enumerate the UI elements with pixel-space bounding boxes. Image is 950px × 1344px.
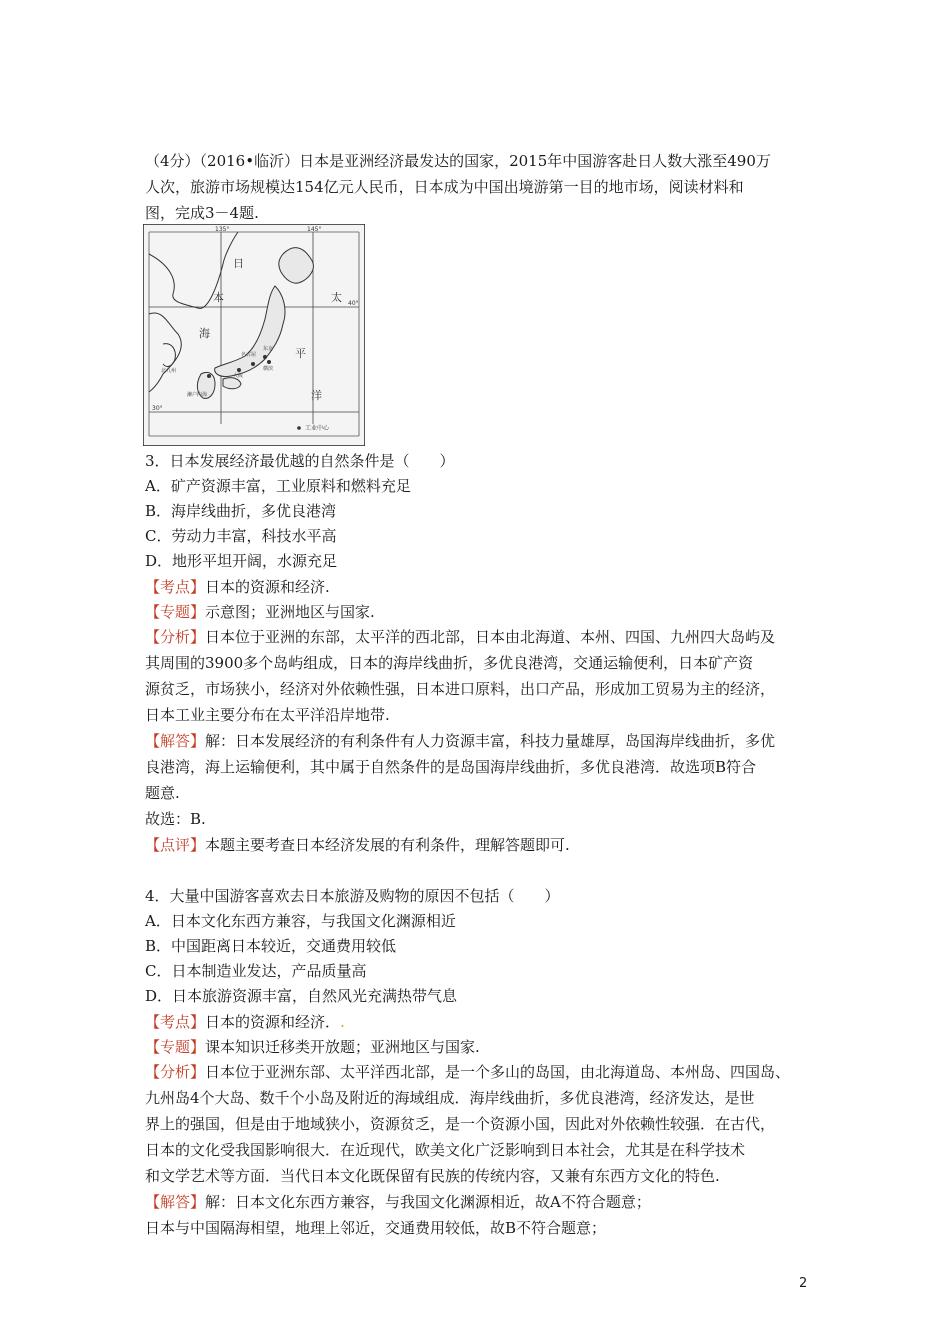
intro-line-2: 人次，旅游市场规模达154亿元人民币，日本成为中国出境游第一目的地市场，阅读材料和 (145, 178, 744, 196)
sea-label-ben: 本 (213, 291, 224, 304)
intro-line-1: （4分）（2016•临沂）日本是亚洲经济最发达的国家，2015年中国游客赴日人数大涨至490万 (145, 152, 771, 170)
q3-dianping-tag: 【点评】 (145, 836, 206, 854)
ocean-label-ping: 平 (295, 347, 306, 360)
q3-option-a: A．矿产资源丰富，工业原料和燃料充足 (145, 477, 411, 495)
q3-stem: 3．日本发展经济最优越的自然条件是（ ） (145, 452, 455, 470)
q4-fenxi-line-3: 界上的强国，但是由于地域狭小，资源贫乏，是一个资源小国，因此对外依赖性较强．在古代， (145, 1115, 776, 1133)
q3-option-d: D．地形平坦开阔，水源充足 (145, 552, 338, 570)
q3-kaodian (145, 576, 330, 598)
sea-label-hai: 海 (199, 327, 210, 340)
q4-option-b: B．中国距离日本较近，交通费用较低 (145, 937, 397, 955)
ocean-label-yang: 洋 (311, 389, 322, 402)
q4-jieda-text-1: 解：日本文化东西方兼容，与我国文化渊源相近，故A不符合题意； (205, 1193, 651, 1211)
q3-jieda-line-1 (145, 730, 775, 752)
industrial-center-dot (263, 355, 267, 359)
city-label-yokohama: 横滨 (263, 366, 274, 372)
q3-option-c: C．劳动力丰富，科技水平高 (145, 527, 337, 545)
map-frame (143, 224, 365, 446)
q4-jieda-line-1 (145, 1191, 651, 1213)
q4-option-c: C．日本制造业发达，产品质量高 (145, 962, 367, 980)
sea-label-ri: 日 (233, 257, 244, 270)
q3-option-b: B．海岸线曲折，多优良港湾 (145, 502, 337, 520)
q4-option-a: A．日本文化东西方兼容，与我国文化渊源相近 (145, 912, 456, 930)
q3-fenxi-line-3: 源贫乏，市场狭小，经济对外依赖性强，日本进口原料，出口产品，形成加工贸易为主的经济， (145, 680, 776, 698)
lon-label-135: 135° (215, 226, 230, 233)
q4-fenxi-text-1: 日本位于亚洲东部、太平洋西北部，是一个多山的岛国，由北海道岛、本州岛、四国岛、 (205, 1063, 791, 1081)
q3-zhuanti (145, 601, 375, 623)
city-label-tokyo: 东京 (263, 346, 274, 352)
city-label-osaka: 大阪 (233, 373, 244, 379)
city-label-nagoya: 名古屋 (241, 352, 257, 358)
q3-fenxi-line-4: 日本工业主要分布在太平洋沿岸地带. (145, 706, 390, 724)
q3-dianping-text: 本题主要考查日本经济发展的有利条件，理解答题即可. (205, 836, 570, 854)
q3-jieda-text-1: 解：日本发展经济的有利条件有人力资源丰富，科技力量雄厚，岛国海岸线曲折，多优 (205, 732, 776, 750)
label-setonaikai: 濑户内海 (187, 392, 208, 398)
q3-fenxi-text-1: 日本位于亚洲的东部，太平洋的西北部，日本由北海道、本州、四国、九州四大岛屿及 (205, 628, 776, 646)
q4-kaodian-dot: . (340, 1013, 345, 1031)
industrial-center-dot (267, 360, 271, 364)
lon-label-145: 145° (307, 226, 322, 233)
q4-zhuanti (145, 1036, 480, 1058)
industrial-center-dot (207, 374, 211, 378)
q4-kaodian (145, 1011, 345, 1033)
q3-jieda-tag: 【解答】 (145, 732, 206, 750)
legend-label: 工业中心 (305, 425, 330, 432)
intro-line-3: 图，完成3－4题. (145, 204, 259, 222)
q3-dianping (145, 834, 570, 856)
q3-jieda-line-2: 良港湾，海上运输便利，其中属于自然条件的是岛国海岸线曲折，多优良港湾．故选项B符合 (145, 758, 757, 776)
q3-zhuanti-tag: 【专题】 (145, 603, 206, 621)
q3-fenxi-line-2: 其周围的3900多个岛屿组成，日本的海岸线曲折，多优良港湾，交通运输便利，日本矿产资 (145, 654, 754, 672)
q3-kaodian-text: 日本的资源和经济. (205, 578, 330, 596)
q4-jieda-line-2: 日本与中国隔海相望，地理上邻近，交通费用较低，故B不符合题意； (145, 1219, 607, 1237)
industrial-center-dot (251, 362, 255, 366)
ocean-label-tai: 太 (331, 291, 342, 304)
q4-option-d: D．日本旅游资源丰富，自然风光充满热带气息 (145, 987, 458, 1005)
q4-zhuanti-text: 课本知识迁移类开放题；亚洲地区与国家. (205, 1038, 480, 1056)
city-label-kitakyushu: 北九州 (161, 368, 177, 374)
q4-fenxi-line-4: 日本的文化受我国影响很大．在近现代，欧美文化广泛影响到日本社会，尤其是在科学技术 (145, 1141, 746, 1159)
page-number: 2 (799, 1276, 808, 1291)
q3-zhuanti-text: 示意图；亚洲地区与国家. (205, 603, 375, 621)
q3-kaodian-tag: 【考点】 (145, 578, 206, 596)
q4-stem: 4．大量中国游客喜欢去日本旅游及购物的原因不包括（ ） (145, 887, 560, 905)
legend-dot (297, 426, 301, 430)
q4-kaodian-tag: 【考点】 (145, 1013, 206, 1031)
q4-fenxi-tag: 【分析】 (145, 1063, 206, 1081)
q4-jieda-tag: 【解答】 (145, 1193, 206, 1211)
lat-label-30: 30° (152, 405, 163, 412)
q3-fenxi-tag: 【分析】 (145, 628, 206, 646)
q4-fenxi-line-5: 和文学艺术等方面．当代日本文化既保留有民族的传统内容，又兼有东西方文化的特色. (145, 1167, 720, 1185)
q4-zhuanti-tag: 【专题】 (145, 1038, 206, 1056)
q4-kaodian-text: 日本的资源和经济． (205, 1013, 341, 1031)
q4-fenxi-line-1 (145, 1061, 790, 1083)
q4-fenxi-line-2: 九州岛4个大岛、数千个小岛及附近的海域组成．海岸线曲折，多优良港湾，经济发达，是世 (145, 1089, 755, 1107)
industrial-center-dot (237, 368, 241, 372)
lat-label-40: 40° (348, 300, 359, 307)
q3-fenxi-line-1 (145, 626, 775, 648)
q3-jieda-line-3: 题意. (145, 784, 180, 802)
japan-map (143, 224, 365, 446)
q3-answer: 故选：B. (145, 810, 206, 828)
